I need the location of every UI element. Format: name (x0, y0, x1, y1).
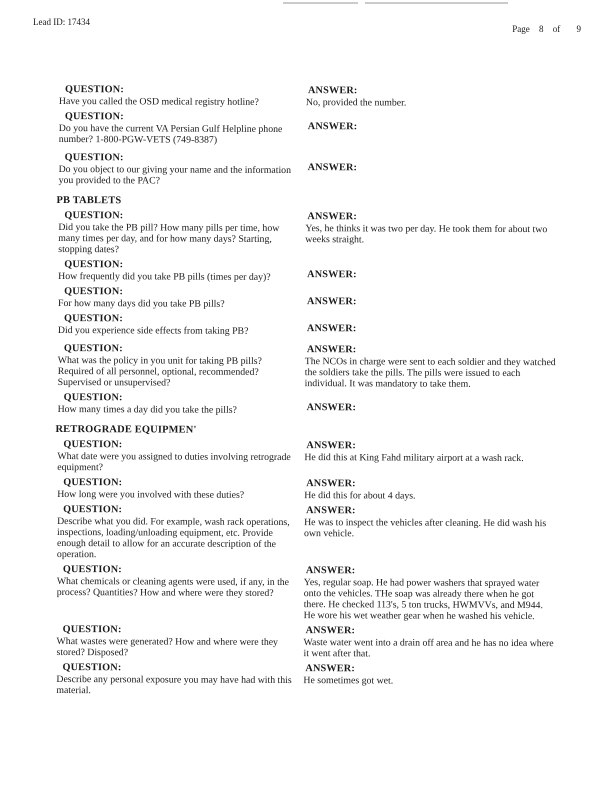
qa-row (55, 563, 567, 622)
qa-row (55, 438, 567, 475)
page-number (512, 24, 581, 34)
qa-row (56, 391, 568, 417)
qa-row (57, 83, 569, 109)
qa-row (54, 661, 566, 698)
qa-row (56, 285, 568, 311)
answer-block (306, 84, 558, 109)
answer-text: He sometimes got wet. (303, 675, 394, 687)
qa-row (56, 209, 568, 257)
question-label: QUESTION: (63, 392, 123, 404)
answer-label: ANSWER: (307, 162, 358, 174)
qa-row (56, 312, 568, 338)
question-label: QUESTION: (63, 439, 123, 451)
question-text: What wastes were generated? How and where were they stored? Disposed? (56, 636, 279, 659)
qa-content (54, 83, 569, 701)
answer-text: Yes, regular soap. He had power washers that sprayed water onto the vehicles. THe soap was already there when he got there. He checked 113's, 5 ton trucks, HWMVVs, and M944. He wore his wet weather gear when he washed his vehicle. (303, 577, 543, 623)
qa-row (57, 110, 569, 147)
answer-text: He was to inspect the vehicles after cleaning. He did wash his own vehicle. (304, 517, 547, 540)
answer-label: ANSWER: (307, 296, 357, 308)
page-current: 8 (539, 24, 544, 34)
page-header (33, 17, 581, 34)
question-block (56, 209, 296, 256)
answer-block (305, 259, 557, 282)
answer-label: ANSWER: (305, 625, 356, 637)
scan-artifact-line (365, 2, 508, 4)
answer-text: He did this for about 4 days. (304, 490, 416, 502)
answer-label: ANSWER: (307, 121, 358, 133)
answer-block (304, 439, 556, 464)
section-intro (57, 83, 569, 188)
question-text: Did you experience side effects from taking PB? (57, 325, 249, 337)
question-text: What date were you assigned to duties involving retrograde equipment? (57, 451, 291, 474)
qa-row (55, 503, 567, 562)
answer-block (305, 210, 557, 246)
answer-text: The NCOs in charge were sent to each soldier and they watched the soldiers take the pills. The pills were issued to each individual. It was mandatory to take them. (304, 356, 556, 390)
question-block (55, 438, 295, 474)
answer-label: ANSWER: (305, 663, 355, 675)
section-header: RETROGRADE EQUIPMEN' (55, 423, 197, 436)
qa-row (56, 258, 568, 284)
question-label: QUESTION: (64, 84, 124, 96)
question-text: How many times a day did you take the pills? (57, 404, 237, 416)
section-header: PB TABLETS (56, 194, 122, 207)
question-label: QUESTION: (63, 477, 123, 489)
answer-block (304, 477, 556, 502)
answer-block (305, 343, 557, 390)
question-text: Did you take the PB pill? How many pills per time, how many times per day, and for how many days? Starting, stopping dates? (58, 222, 280, 256)
question-block (56, 391, 296, 416)
answer-label: ANSWER: (306, 323, 357, 335)
qa-row (57, 151, 569, 188)
answer-text: No, provided the number. (305, 97, 407, 109)
question-text: Do you object to our giving your name and the information you provided to the PAC? (58, 164, 292, 187)
answer-block (305, 286, 557, 309)
question-text: How frequently did you take PB pills (times per day)? (58, 271, 271, 283)
answer-label: ANSWER: (306, 505, 356, 517)
question-label: QUESTION: (64, 210, 124, 222)
question-label: QUESTION: (62, 662, 122, 674)
answer-block (303, 662, 555, 687)
answer-block (305, 313, 557, 336)
question-text: Describe any personal exposure you may have had with this material. (56, 674, 292, 697)
question-block (56, 285, 296, 310)
answer-label: ANSWER: (307, 211, 357, 223)
answer-label: ANSWER: (307, 269, 357, 281)
scan-artifact-line (283, 2, 358, 4)
question-label: QUESTION: (63, 343, 123, 355)
question-text: Do you have the current VA Persian Gulf Helpline phone number? 1-800-PGW-VETS (749-8387) (58, 123, 283, 146)
question-label: QUESTION: (63, 504, 123, 516)
page-label: Page (512, 24, 530, 34)
question-text: For how many days did you take PB pills? (58, 298, 225, 310)
answer-label: ANSWER: (306, 344, 357, 356)
answer-text: He did this at King Fahd military airport at a wash rack. (304, 452, 524, 465)
question-block (55, 476, 295, 501)
question-label: QUESTION: (62, 624, 122, 636)
question-block (54, 623, 294, 659)
answer-label: ANSWER: (306, 440, 356, 452)
question-block (54, 661, 294, 697)
answer-text: Yes, he thinks it was two per day. He took them for about two weeks straight. (305, 223, 548, 246)
answer-block (304, 504, 556, 540)
lead-id: Lead ID: 17434 (33, 17, 90, 27)
question-label: QUESTION: (63, 313, 123, 325)
question-block (57, 83, 297, 108)
qa-row (56, 342, 568, 390)
question-text: What chemicals or cleaning agents were used, if any, in the process? Quantities? How and where were they stored? (56, 576, 290, 599)
question-label: QUESTION: (64, 286, 124, 298)
question-block (57, 151, 297, 187)
question-block (55, 563, 295, 599)
answer-block (305, 392, 557, 415)
section-pb-tablets (56, 194, 569, 417)
question-block (56, 312, 296, 337)
question-text: How long were you involved with these duties? (57, 489, 245, 501)
answer-label: ANSWER: (306, 478, 356, 490)
page-total: 9 (576, 24, 581, 34)
question-block (55, 503, 295, 561)
answer-block (304, 564, 556, 622)
answer-text: Waste water went into a drain off area and he has no idea where it went after that. (303, 637, 554, 660)
answer-block (306, 111, 558, 134)
answer-label: ANSWER: (305, 565, 356, 577)
question-block (56, 258, 296, 283)
question-block (57, 110, 297, 146)
question-label: QUESTION: (64, 259, 124, 271)
question-text: Describe what you did. For example, wash rack operations, inspections, loading/unloading equipment, etc. Provide enough detail to allow for an accurate description of the operation. (56, 516, 290, 561)
question-label: QUESTION: (64, 111, 124, 123)
qa-row (55, 476, 567, 502)
answer-block (303, 624, 555, 660)
page-of: of (552, 24, 561, 34)
answer-block (306, 152, 558, 175)
question-text: What was the policy in you unit for taking PB pills? Required of all personnel, optional, recommended? Supervised or unsupervised? (57, 355, 262, 389)
answer-label: ANSWER: (307, 85, 358, 97)
question-label: QUESTION: (62, 564, 122, 576)
answer-label: ANSWER: (306, 402, 357, 414)
question-block (56, 342, 296, 389)
question-text: Have you called the OSD medical registry hotline? (58, 96, 259, 108)
section-retrograde-equipment (54, 423, 567, 698)
question-label: QUESTION: (64, 152, 124, 164)
qa-row (54, 623, 566, 660)
